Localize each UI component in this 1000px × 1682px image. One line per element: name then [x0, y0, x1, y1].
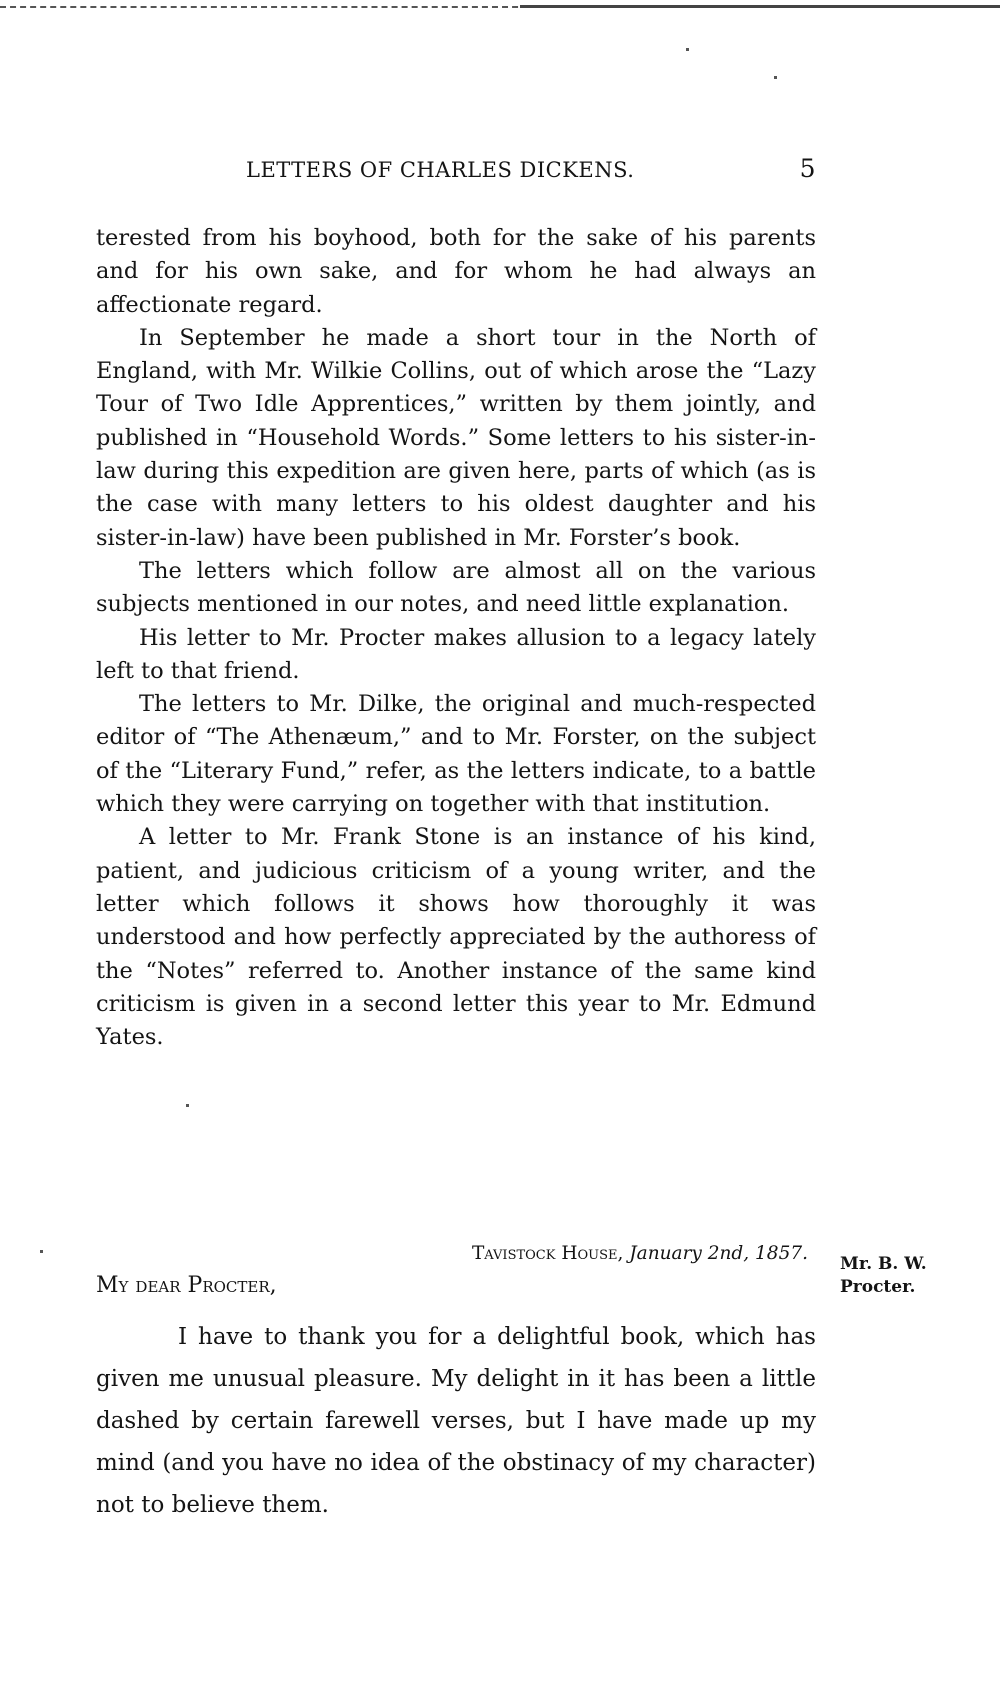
scan-speck [774, 76, 777, 79]
paragraph: The letters to Mr. Dilke, the original and much-respected editor of “The Athenæum,” and to Mr. Forster, on the subject of the “Literary Fund,” refer, as the letters indicate, to a battle which they were carrying on together with that institution. [96, 691, 816, 818]
letter-dateline [472, 1243, 808, 1264]
letter-paragraph: I have to thank you for a delightful book, which has given me unusual pleasure. My delight in it has been a little dashed by certain farewell verses, but I have made up my mind (and you have no idea of the obstinacy of my character) not to believe them. [96, 1324, 816, 1518]
letter-body [96, 1316, 816, 1526]
scan-speck [686, 48, 689, 51]
letter-salutation: My dear Procter, [96, 1273, 277, 1298]
main-text [96, 222, 816, 1054]
margin-recipient-note: Mr. B. W. Procter. [840, 1254, 927, 1297]
scan-edge-line-dark [520, 5, 1000, 8]
letter-heading [96, 1243, 816, 1303]
running-header [96, 154, 816, 188]
paragraph: His letter to Mr. Procter makes allusion to a legacy lately left to that friend. [96, 624, 816, 684]
paragraph: In September he made a short tour in the North of England, with Mr. Wilkie Collins, out of which arose the “Lazy Tour of Two Idle Apprentices,” written by them jointly, and published in “Household Words.” Some letters to his sister-in-law during this expedition are given here, parts of which (as is the case with many letters to his oldest daughter and his sister-in-law) have been published in Mr. Forster’s book. [96, 324, 816, 551]
paragraph: The letters which follow are almost all on the various subjects mentioned in our notes, and need little explanation. [96, 557, 816, 618]
paragraph-continued: terested from his boyhood, both for the sake of his parents and for his own sake, and for whom he had always an affectionate regard. [96, 225, 816, 318]
paragraph: A letter to Mr. Frank Stone is an instance of his kind, patient, and judicious criticism of a young writer, and the letter which follows it shows how thoroughly it was understood and how perfectly appreciated by the authoress of the “Notes” referred to. Another instance of the same kind criticism is given in a second letter this year to Mr. Edmund Yates. [96, 824, 816, 1051]
scan-speck [186, 1104, 189, 1107]
letter-address: Tavistock House, [471, 1243, 624, 1264]
letter-date: January 2nd, 1857. [629, 1243, 808, 1264]
running-title: LETTERS OF CHARLES DICKENS. [246, 158, 635, 182]
scan-speck [40, 1250, 43, 1253]
page-number: 5 [799, 154, 816, 183]
